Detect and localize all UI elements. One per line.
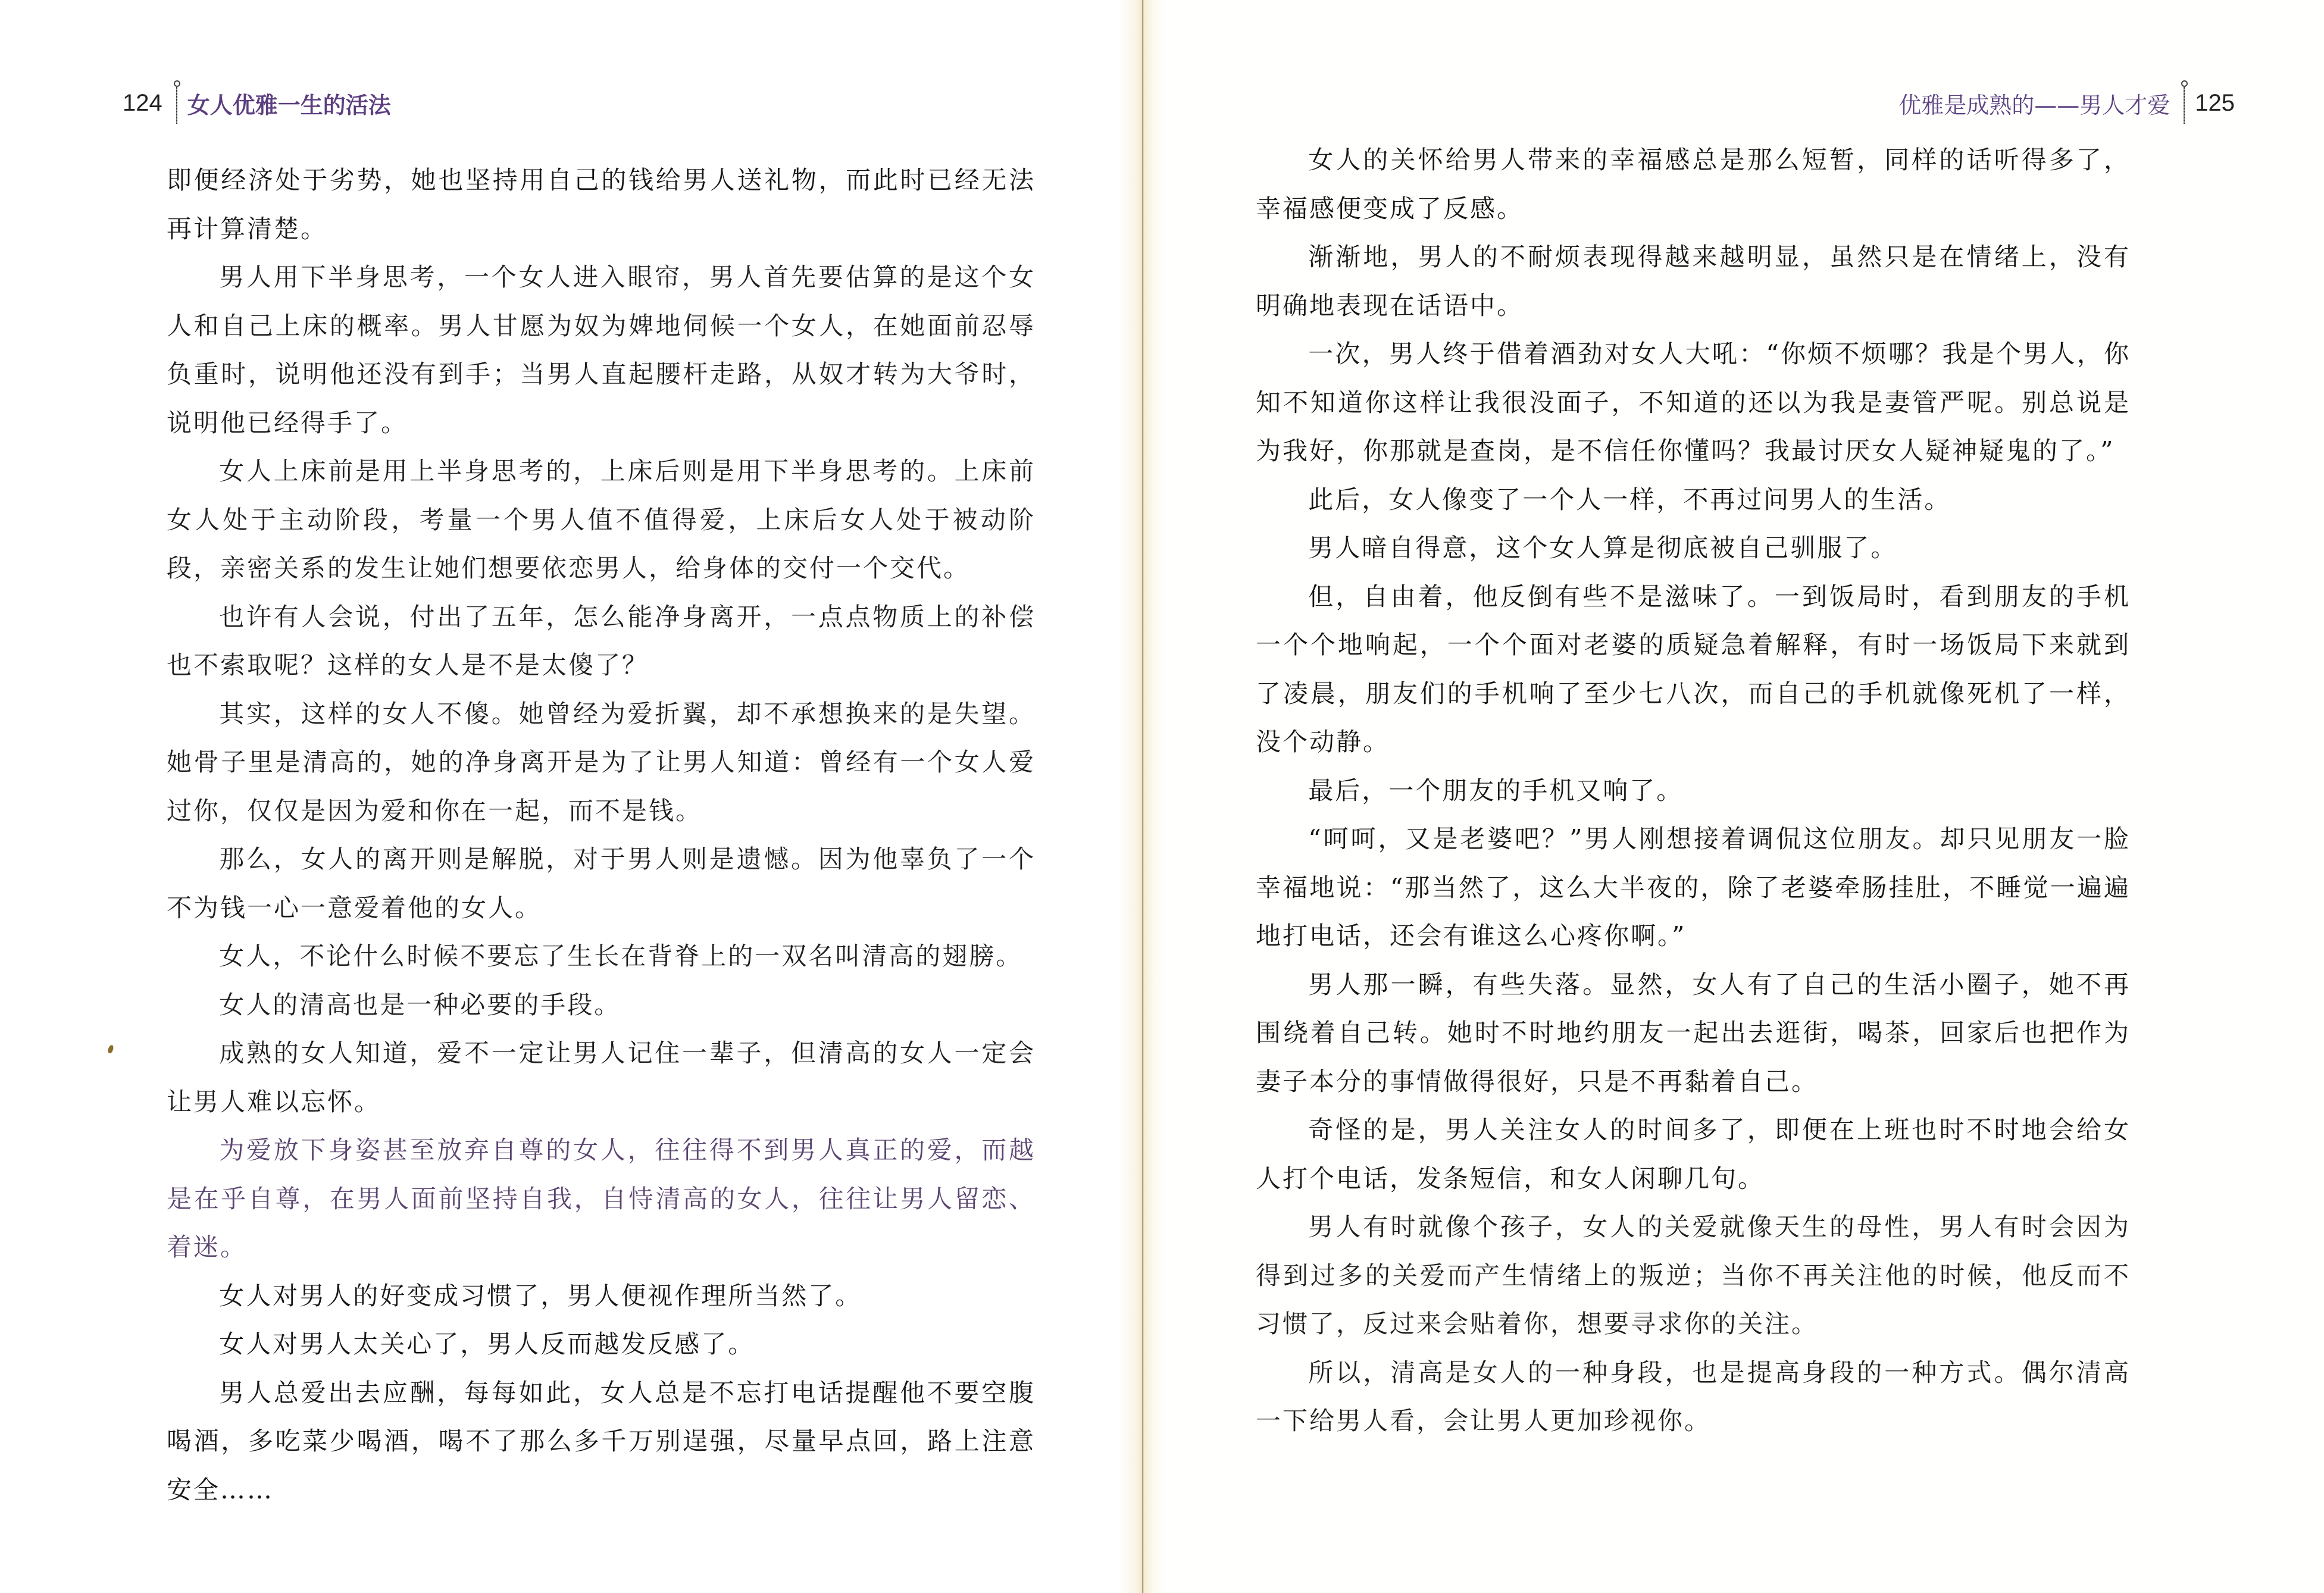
scan-speck xyxy=(107,1044,114,1054)
paragraph: 也许有人会说，付出了五年，怎么能净身离开，一点点物质上的补偿也不索取呢？这样的女人是不是太傻了？ xyxy=(167,602,1036,680)
paragraph: 一次，男人终于借着酒劲对女人大吼：“你烦不烦哪？我是个男人，你知不知道你这样让我很没面子，不知道的还以为我是妻管严呢。别总说是为我好，你那就是查岗，是不信任你懂吗？我最讨厌女人疑神疑鬼的了。” xyxy=(1256,339,2131,465)
paragraph: 男人用下半身思考，一个女人进入眼帘，男人首先要估算的是这个女人和自己上床的概率。男人甘愿为奴为婢地伺候一个女人，在她面前忍辱负重时，说明他还没有到手；当男人直起腰杆走路，从奴才转为大爷时，说明他已经得手了。 xyxy=(167,262,1036,437)
paragraph: 女人对男人太关心了，男人反而越发反感了。 xyxy=(219,1329,755,1359)
paragraph: 女人的关怀给男人带来的幸福感总是那么短暂，同样的话听得多了，幸福感便变成了反感。 xyxy=(1256,145,2131,223)
paragraph: 所以，清高是女人的一种身段，也是提高身段的一种方式。偶尔清高一下给男人看，会让男人更加珍视你。 xyxy=(1256,1357,2131,1435)
paragraph: 男人总爱出去应酬，每每如此，女人总是不忘打电话提醒他不要空腹喝酒，多吃菜少喝酒，喝不了那么多千万别逞强，尽量早点回，路上注意安全…… xyxy=(167,1378,1036,1504)
paragraph: 女人上床前是用上半身思考的，上床后则是用下半身思考的。上床前女人处于主动阶段，考量一个男人值不值得爱，上床后女人处于被动阶段，亲密关系的发生让她们想要依恋男人，给身体的交付一个交代。 xyxy=(167,456,1036,583)
paragraph: 其实，这样的女人不傻。她曾经为爱折翼，却不承想换来的是失望。她骨子里是清高的，她的净身离开是为了让男人知道：曾经有一个女人爱过你，仅仅是因为爱和你在一起，而不是钱。 xyxy=(167,699,1036,825)
header-pin-icon xyxy=(171,80,179,126)
left-running-header xyxy=(123,82,391,124)
paragraph: 最后，一个朋友的手机又响了。 xyxy=(1308,775,1684,805)
paragraph: 男人暗自得意，这个女人算是彻底被自己驯服了。 xyxy=(1308,533,1898,562)
left-body-text xyxy=(167,156,1036,1514)
paragraph: 那么，女人的离开则是解脱，对于男人则是遗憾。因为他辜负了一个不为钱一心一意爱着他的女人。 xyxy=(167,844,1036,922)
header-pin-icon xyxy=(2178,80,2187,126)
paragraph: 女人的清高也是一种必要的手段。 xyxy=(219,990,621,1019)
paragraph: 成熟的女人知道，爱不一定让男人记住一辈子，但清高的女人一定会让男人难以忘怀。 xyxy=(167,1038,1036,1116)
left-page xyxy=(0,0,1140,1593)
page-number-left: 124 xyxy=(123,89,162,116)
chapter-title: 优雅是成熟的——男人才爱 xyxy=(1898,92,2170,118)
paragraph: 女人对男人的好变成习惯了，男人便视作理所当然了。 xyxy=(219,1281,862,1310)
book-gutter xyxy=(1119,0,1166,1593)
paragraph: 但，自由着，他反倒有些不是滋味了。一到饭局时，看到朋友的手机一个个地响起，一个个面对老婆的质疑急着解释，有时一场饭局下来就到了凌晨，朋友们的手机响了至少七八次，而自己的手机就像死机了一样，没个动静。 xyxy=(1256,581,2131,756)
paragraph: 即便经济处于劣势，她也坚持用自己的钱给男人送礼物，而此时已经无法再计算清楚。 xyxy=(167,165,1036,243)
page-number-right: 125 xyxy=(2195,89,2235,116)
paragraph: “呵呵，又是老婆吧？”男人刚想接着调侃这位朋友。却只见朋友一脸幸福地说：“那当然了，这么大半夜的，除了老婆牵肠挂肚，不睡觉一遍遍地打电话，还会有谁这么心疼你啊。” xyxy=(1256,824,2131,950)
paragraph: 男人有时就像个孩子，女人的关爱就像天生的母性，男人有时会因为得到过多的关爱而产生情绪上的叛逆；当你不再关注他的时候，他反而不习惯了，反过来会贴着你，想要寻求你的关注。 xyxy=(1256,1212,2131,1338)
paragraph: 男人那一瞬，有些失落。显然，女人有了自己的生活小圈子，她不再围绕着自己转。她时不时地约朋友一起出去逛街，喝茶，回家后也把作为妻子本分的事情做得很好，只是不再黏着自己。 xyxy=(1256,969,2131,1096)
paragraph: 女人，不论什么时候不要忘了生长在背脊上的一双名叫清高的翅膀。 xyxy=(219,941,1023,971)
paragraph: 渐渐地，男人的不耐烦表现得越来越明显，虽然只是在情绪上，没有明确地表现在话语中。 xyxy=(1256,242,2131,320)
paragraph: 此后，女人像变了一个人一样，不再过问男人的生活。 xyxy=(1308,484,1951,514)
right-running-header xyxy=(1898,82,2235,124)
book-title: 女人优雅一生的活法 xyxy=(187,91,391,118)
right-body-text xyxy=(1256,136,2131,1445)
paragraph-highlighted: 为爱放下身姿甚至放弃自尊的女人，往往得不到男人真正的爱，而越是在乎自尊，在男人面前坚持自我，自恃清高的女人，往往让男人留恋、着迷。 xyxy=(167,1135,1036,1262)
paragraph: 奇怪的是，男人关注女人的时间多了，即便在上班也时不时地会给女人打个电话，发条短信，和女人闲聊几句。 xyxy=(1256,1115,2131,1193)
